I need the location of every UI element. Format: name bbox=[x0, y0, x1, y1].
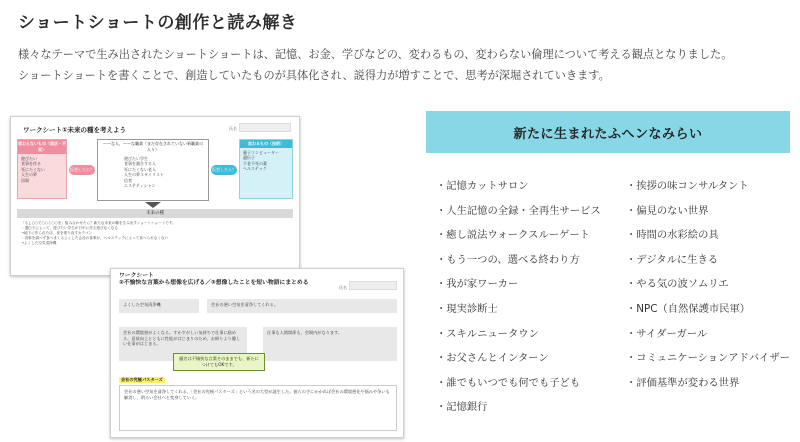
imagine-tile-right: 仕事も人関関係も、会場内がなります。 bbox=[263, 327, 397, 361]
note-line: →よくした空気清浄機 bbox=[21, 241, 57, 245]
list-item: ・評価基準が変わる世界 bbox=[626, 376, 740, 389]
new-job-box-head: 〜〜な人、〜〜な職業（まだ存在されていない新職業の人々） bbox=[103, 141, 203, 152]
worksheet-2-title-line-2: ②不愉快な言葉から想像を広げる／③想像したことを短い物語にまとめる bbox=[119, 280, 309, 286]
list-item: ・お父さんとインターン bbox=[436, 352, 549, 365]
list-item: ・人生記憶の全録・全再生サービス bbox=[436, 204, 601, 217]
list-item: 食事を調合する人 bbox=[124, 161, 156, 167]
list-item: ・記憶カットサロン bbox=[436, 180, 529, 192]
worksheet-1-notes bbox=[21, 221, 291, 246]
down-arrow-icon bbox=[145, 202, 161, 208]
list-item: ・現実診断士 bbox=[436, 302, 498, 315]
new-future-banner: 新たに生まれたふへンなみらい bbox=[426, 111, 790, 153]
list-item: エステティシャン bbox=[124, 183, 156, 189]
list-item: 不老不死の薬 bbox=[243, 160, 267, 166]
list-item: ヘルステック bbox=[243, 166, 267, 172]
changing-list bbox=[240, 148, 292, 174]
list-item: 人生の夢 bbox=[21, 172, 37, 178]
story-text-box: 会社の悪い空気を清浄してくれる、「会社の究極パスターズ」という名の大型が誕生した。彼らの手にかかれば会社の環境悪化や悩みや争いも解消し、明るい会社へと変身していく。 bbox=[119, 385, 397, 431]
idea-description-tile: 会社の悪い空気を清浄してくれる。 bbox=[207, 299, 397, 313]
unchanging-list bbox=[18, 154, 66, 185]
intro-line-2: ショートショートを書くことで、創造していたものが具体化され、説得力が増すことで、思考が深堀されていきます。 bbox=[18, 69, 610, 82]
left-connector-oval: 仮想したら？ bbox=[69, 165, 95, 175]
worksheet-1-name-label: 氏名 bbox=[229, 126, 237, 131]
unchanging-box bbox=[17, 139, 67, 199]
list-item: 人生の夢スタイリスト bbox=[124, 172, 164, 178]
list-item: 死にたくない老人 bbox=[124, 166, 156, 172]
imagine-tile-left: 会社の環境悪がよくなる。すかすがしい気持ちで仕事に励める。意欲向上とともに性能がはじまりのため、お帰りより優しい仕事がはじまる。 bbox=[119, 327, 247, 361]
list-item: 遊びたい学生 bbox=[124, 156, 148, 161]
list-item: ・偏見のない世界 bbox=[626, 204, 709, 217]
list-item: ・やる気の波ソムリエ bbox=[626, 278, 729, 291]
worksheet-2-name-label: 氏名 bbox=[339, 285, 347, 290]
story-title-label: 会社の究極パスターズ bbox=[121, 377, 163, 382]
note-line: →地下に作られた店、食を乗り直すカテゴン bbox=[21, 231, 93, 235]
changing-box bbox=[239, 139, 293, 199]
changing-box-head: 変わるもの（技術） bbox=[240, 140, 292, 148]
list-item: ・デジタルに生きる bbox=[626, 253, 719, 266]
future-seed-bar: 未来の種 bbox=[17, 209, 293, 218]
worksheet-1-title: ワークシート①未来の種を考えよう bbox=[23, 126, 127, 134]
list-item: 遺伝子 bbox=[243, 155, 255, 161]
list-item: 居場 bbox=[21, 177, 29, 183]
list-item: 食事を作る bbox=[21, 161, 41, 167]
worksheet-2-name-box bbox=[349, 281, 397, 290]
worksheet-1-name-box bbox=[239, 123, 291, 132]
note-line: ・遺伝子によって、遊びたい学生が日中に作る遊びなくなる bbox=[21, 226, 118, 230]
intro-text bbox=[18, 44, 788, 86]
list-item: ・我が家ワーカー bbox=[436, 278, 519, 291]
list-item: ・挨拶の味コンサルタント bbox=[626, 180, 749, 192]
worksheet-2-image bbox=[110, 268, 404, 438]
future-list-left bbox=[436, 177, 601, 423]
list-item: 遊びたい bbox=[21, 156, 37, 161]
list-item: 信者 bbox=[124, 177, 132, 183]
unchanging-box-head: 変わらないもの（現状・不変） bbox=[18, 141, 66, 152]
list-item: 量子コンピューター bbox=[243, 150, 279, 155]
worksheet-2-title-line-1: ワークシート bbox=[119, 273, 154, 279]
list-item: ・NPC（自然保護市民軍） bbox=[626, 302, 751, 315]
page-heading: ショートショートの創作と読み解き bbox=[18, 13, 298, 33]
title-tip-box: 題名は不愉快な言葉そのままでも、新たにつけてもOKです。 bbox=[173, 353, 265, 371]
list-item: ・癒し説法ウォークスルーゲート bbox=[436, 229, 590, 242]
list-item: ・もう一つの、選べる終わり方 bbox=[436, 253, 580, 266]
list-item: ・記憶銀行 bbox=[436, 401, 488, 414]
new-job-box bbox=[97, 139, 209, 201]
list-item: ・誰でもいつでも何でも子ども bbox=[436, 376, 581, 389]
list-item: ・コミュニケーションアドバイザー bbox=[626, 352, 790, 365]
worksheet-1-image bbox=[10, 116, 300, 276]
future-list-right bbox=[626, 177, 790, 398]
list-item: ・スキルニュータウン bbox=[436, 327, 539, 340]
list-item: 死にたくない bbox=[21, 166, 45, 172]
list-item: ・サイダーガール bbox=[626, 327, 708, 340]
note-line: 「もし○○で○○と○○を」組み合わせたら？新たな未来の種を生み出すショートショートです。 bbox=[21, 221, 176, 225]
worksheet-2-title bbox=[119, 273, 309, 287]
idea-word-tile: よくした空気清浄機 bbox=[119, 299, 199, 313]
right-connector-oval: 仮想したら？ bbox=[211, 165, 237, 175]
list-item: ・時間の水彩絵の具 bbox=[626, 229, 719, 242]
note-line: ・食事を調べず食べまくるよくした会社の食事が、ヘルステックによって食べられなくない bbox=[21, 236, 169, 240]
intro-line-1: 様々なテーマで生み出されたショートショートは、記憶、お金、学びなどの、変わるもの、変わらない倫理について考える観点となりました。 bbox=[18, 48, 733, 61]
new-job-list bbox=[98, 154, 208, 190]
